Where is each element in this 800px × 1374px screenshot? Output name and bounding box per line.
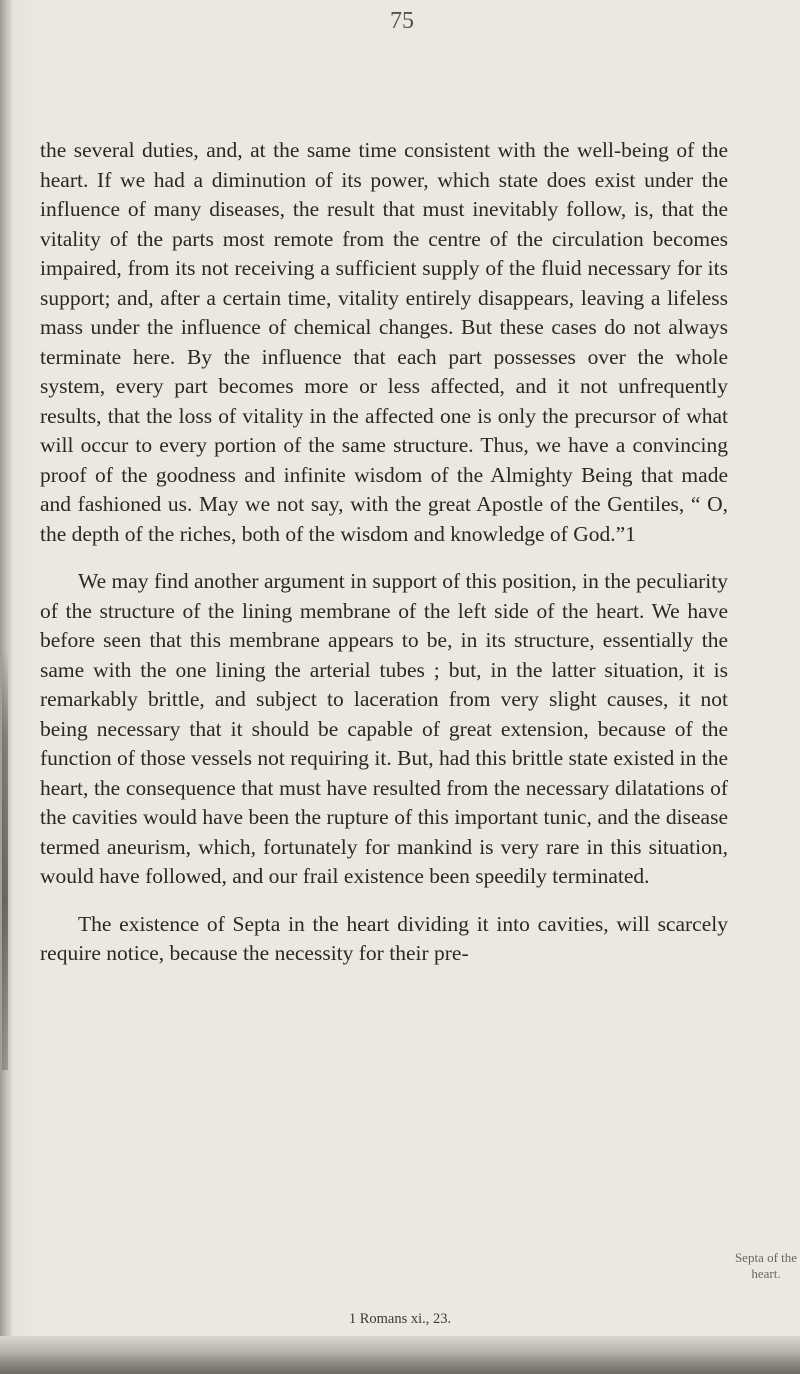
margin-note: Septa of the heart. <box>734 1250 798 1281</box>
page-bottom-edge <box>0 1336 800 1374</box>
paragraph-3: The existence of Septa in the heart dividing it into cavities, will scarcely require notice, because the necessity for their pre- <box>40 911 728 965</box>
paragraph-1: the several duties, and, at the same time consistent with the well-being of the heart. If we had a diminution of its power, which state does exist under the influence of many diseases, the result that must inevitably follow, is, that the vitality of the parts most remote from the centre of the circulation becomes impaired, from its not receiving a sufficient supply of the fluid necessary for its support; and, after a certain time, vitality entirely disappears, leaving a lifeless mass under the influence of chemical changes. But these cases do not always terminate here. By the influence that each part possesses over the whole system, every part becomes more or less affected, and it not unfrequently results, that the loss of vitality in the affected one is only the precursor of what will occur to every portion of the same structure. Thus, we have a convincing proof of the goodness and infinite wisdom of the Almighty Being that made and fashioned us. May we not say, with the great Apostle of the Gentiles, “ O, the depth of the riches, both of the wisdom and knowledge of God.”1 <box>40 138 728 546</box>
gutter-stain <box>2 650 8 1070</box>
footnote: 1 Romans xi., 23. <box>348 1311 452 1327</box>
body-text <box>40 136 728 969</box>
page-number: 75 <box>390 8 414 34</box>
paragraph-2: We may find another argument in support of this position, in the peculiarity of the structure of the lining membrane of the left side of the heart. We have before seen that this membrane appears to be, in its structure, essentially the same with the one lining the arterial tubes ; but, in the latter situation, it is remarkably brittle, and subject to laceration from very slight causes, it not being necessary that it should be capable of great extension, because of the function of those vessels not requiring it. But, had this brittle state existed in the heart, the consequence that must have resulted from the necessary dilatations of the cavities would have been the rupture of this important tunic, and the disease termed aneurism, which, fortunately for mankind is very rare in this situation, would have followed, and our frail existence been speedily terminated. <box>40 569 728 888</box>
